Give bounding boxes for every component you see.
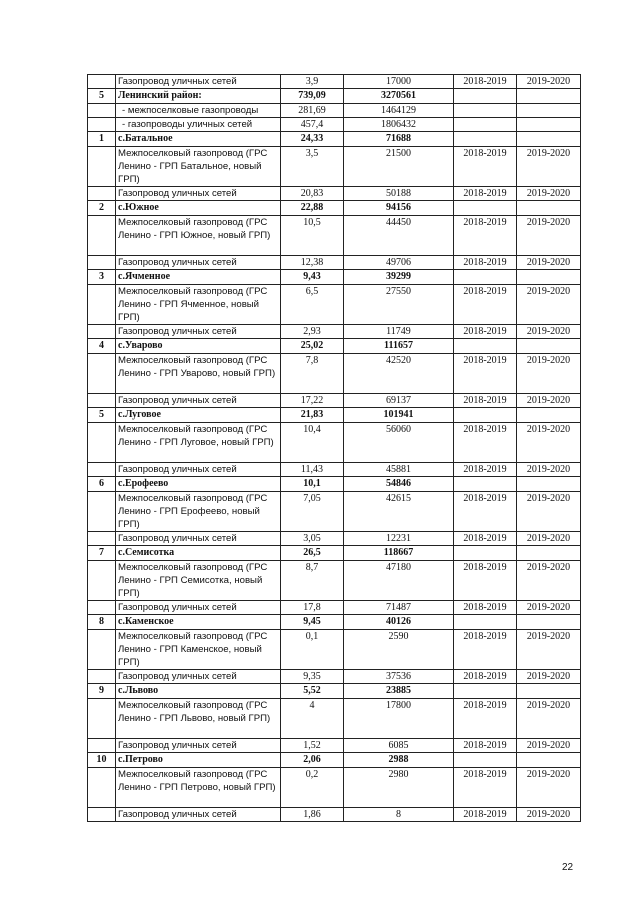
row-start-period: 2018-2019 xyxy=(454,354,517,394)
row-end-period xyxy=(517,104,581,118)
row-start-period: 2018-2019 xyxy=(454,561,517,601)
row-end-period: 2019-2020 xyxy=(517,423,581,463)
row-number xyxy=(88,601,116,615)
row-start-period: 2018-2019 xyxy=(454,670,517,684)
row-start-period xyxy=(454,477,517,492)
table-row xyxy=(88,147,581,187)
row-cost: 12231 xyxy=(344,532,454,546)
row-number: 8 xyxy=(88,615,116,630)
table-row xyxy=(88,477,581,492)
row-cost: 56060 xyxy=(344,423,454,463)
row-name: Газопровод уличных сетей xyxy=(116,532,281,546)
row-cost: 39299 xyxy=(344,270,454,285)
row-length: 2,06 xyxy=(281,753,344,768)
row-start-period: 2018-2019 xyxy=(454,532,517,546)
row-number xyxy=(88,104,116,118)
row-start-period: 2018-2019 xyxy=(454,808,517,822)
row-name: Газопровод уличных сетей xyxy=(116,187,281,201)
row-number: 1 xyxy=(88,132,116,147)
row-length: 17,22 xyxy=(281,394,344,408)
row-cost: 2980 xyxy=(344,768,454,808)
row-number xyxy=(88,423,116,463)
row-name: с.Уварово xyxy=(116,339,281,354)
row-end-period: 2019-2020 xyxy=(517,325,581,339)
row-number xyxy=(88,463,116,477)
row-name: Межпоселковый газопровод (ГРС Ленино - ГРП Ячменное, новый ГРП) xyxy=(116,285,281,325)
table-row xyxy=(88,354,581,394)
row-end-period xyxy=(517,201,581,216)
row-cost: 8 xyxy=(344,808,454,822)
row-number: 5 xyxy=(88,408,116,423)
row-start-period: 2018-2019 xyxy=(454,463,517,477)
row-start-period: 2018-2019 xyxy=(454,601,517,615)
table-row xyxy=(88,753,581,768)
row-number xyxy=(88,75,116,89)
row-length: 0,1 xyxy=(281,630,344,670)
row-start-period xyxy=(454,753,517,768)
row-number xyxy=(88,394,116,408)
table-row xyxy=(88,768,581,808)
row-name: Межпоселковый газопровод (ГРС Ленино - ГРП Южное, новый ГРП) xyxy=(116,216,281,256)
row-start-period: 2018-2019 xyxy=(454,630,517,670)
row-end-period: 2019-2020 xyxy=(517,670,581,684)
row-name: - газопроводы уличных сетей xyxy=(116,118,281,132)
table-row xyxy=(88,201,581,216)
row-length: 3,9 xyxy=(281,75,344,89)
table-row xyxy=(88,325,581,339)
table-row xyxy=(88,408,581,423)
row-number xyxy=(88,670,116,684)
row-end-period xyxy=(517,753,581,768)
table-row xyxy=(88,132,581,147)
table-row xyxy=(88,394,581,408)
row-length: 9,35 xyxy=(281,670,344,684)
row-end-period: 2019-2020 xyxy=(517,561,581,601)
table-row xyxy=(88,187,581,201)
row-cost: 1806432 xyxy=(344,118,454,132)
row-start-period xyxy=(454,89,517,104)
row-cost: 101941 xyxy=(344,408,454,423)
row-length: 6,5 xyxy=(281,285,344,325)
row-length: 1,52 xyxy=(281,739,344,753)
table-row xyxy=(88,463,581,477)
page-number: 22 xyxy=(562,862,574,873)
row-name: Межпоселковый газопровод (ГРС Ленино - ГРП Ерофеево, новый ГРП) xyxy=(116,492,281,532)
row-length: 5,52 xyxy=(281,684,344,699)
row-end-period xyxy=(517,408,581,423)
row-cost: 23885 xyxy=(344,684,454,699)
row-length: 3,5 xyxy=(281,147,344,187)
row-end-period: 2019-2020 xyxy=(517,532,581,546)
row-end-period: 2019-2020 xyxy=(517,216,581,256)
row-end-period xyxy=(517,270,581,285)
row-start-period xyxy=(454,118,517,132)
row-cost: 27550 xyxy=(344,285,454,325)
row-length: 3,05 xyxy=(281,532,344,546)
row-number xyxy=(88,492,116,532)
table-row xyxy=(88,492,581,532)
row-end-period: 2019-2020 xyxy=(517,463,581,477)
row-length: 17,8 xyxy=(281,601,344,615)
row-length: 10,1 xyxy=(281,477,344,492)
row-cost: 1464129 xyxy=(344,104,454,118)
row-length: 21,83 xyxy=(281,408,344,423)
gas-pipeline-table xyxy=(87,74,581,822)
row-number xyxy=(88,699,116,739)
row-number xyxy=(88,325,116,339)
row-name: Межпоселковый газопровод (ГРС Ленино - ГРП Луговое, новый ГРП) xyxy=(116,423,281,463)
row-cost: 47180 xyxy=(344,561,454,601)
row-name: Межпоселковый газопровод (ГРС Ленино - ГРП Каменское, новый ГРП) xyxy=(116,630,281,670)
table-row xyxy=(88,339,581,354)
row-cost: 45881 xyxy=(344,463,454,477)
row-number xyxy=(88,147,116,187)
row-name: Газопровод уличных сетей xyxy=(116,670,281,684)
table-row xyxy=(88,739,581,753)
table-row xyxy=(88,601,581,615)
table-row xyxy=(88,561,581,601)
row-length: 9,45 xyxy=(281,615,344,630)
table-row xyxy=(88,532,581,546)
row-cost: 17000 xyxy=(344,75,454,89)
row-name: с.Южное xyxy=(116,201,281,216)
table-row xyxy=(88,256,581,270)
row-number: 2 xyxy=(88,201,116,216)
row-start-period xyxy=(454,132,517,147)
row-name: Межпоселковый газопровод (ГРС Ленино - ГРП Батальное, новый ГРП) xyxy=(116,147,281,187)
row-number: 9 xyxy=(88,684,116,699)
row-name: Газопровод уличных сетей xyxy=(116,463,281,477)
row-name: Газопровод уличных сетей xyxy=(116,256,281,270)
row-end-period xyxy=(517,477,581,492)
row-length: 26,5 xyxy=(281,546,344,561)
table-row xyxy=(88,630,581,670)
row-length: 20,83 xyxy=(281,187,344,201)
row-length: 2,93 xyxy=(281,325,344,339)
row-name: Газопровод уличных сетей xyxy=(116,325,281,339)
row-start-period xyxy=(454,104,517,118)
row-name: - межпоселковые газопроводы xyxy=(116,104,281,118)
table-row xyxy=(88,808,581,822)
row-number xyxy=(88,118,116,132)
row-number: 3 xyxy=(88,270,116,285)
row-cost: 54846 xyxy=(344,477,454,492)
row-name: Газопровод уличных сетей xyxy=(116,739,281,753)
table-row xyxy=(88,684,581,699)
row-cost: 3270561 xyxy=(344,89,454,104)
row-cost: 2988 xyxy=(344,753,454,768)
row-number xyxy=(88,808,116,822)
row-number xyxy=(88,532,116,546)
row-end-period xyxy=(517,89,581,104)
row-name: Межпоселковый газопровод (ГРС Ленино - ГРП Семисотка, новый ГРП) xyxy=(116,561,281,601)
row-number: 6 xyxy=(88,477,116,492)
row-end-period: 2019-2020 xyxy=(517,285,581,325)
table-row xyxy=(88,89,581,104)
row-length: 22,88 xyxy=(281,201,344,216)
row-length: 1,86 xyxy=(281,808,344,822)
table-row xyxy=(88,270,581,285)
row-cost: 40126 xyxy=(344,615,454,630)
table-row xyxy=(88,546,581,561)
table-row xyxy=(88,75,581,89)
row-end-period: 2019-2020 xyxy=(517,739,581,753)
row-start-period: 2018-2019 xyxy=(454,423,517,463)
document-sheet xyxy=(87,74,581,822)
row-length: 10,5 xyxy=(281,216,344,256)
row-end-period: 2019-2020 xyxy=(517,630,581,670)
row-number xyxy=(88,768,116,808)
row-cost: 50188 xyxy=(344,187,454,201)
row-cost: 49706 xyxy=(344,256,454,270)
row-length: 7,05 xyxy=(281,492,344,532)
row-name: с.Львово xyxy=(116,684,281,699)
row-end-period: 2019-2020 xyxy=(517,256,581,270)
row-end-period: 2019-2020 xyxy=(517,768,581,808)
row-start-period: 2018-2019 xyxy=(454,699,517,739)
row-start-period: 2018-2019 xyxy=(454,325,517,339)
table-row xyxy=(88,670,581,684)
row-length: 24,33 xyxy=(281,132,344,147)
row-end-period: 2019-2020 xyxy=(517,187,581,201)
row-start-period: 2018-2019 xyxy=(454,394,517,408)
row-number xyxy=(88,561,116,601)
row-end-period: 2019-2020 xyxy=(517,354,581,394)
row-name: Ленинский район: xyxy=(116,89,281,104)
row-end-period xyxy=(517,615,581,630)
row-end-period xyxy=(517,546,581,561)
row-length: 739,09 xyxy=(281,89,344,104)
row-length: 8,7 xyxy=(281,561,344,601)
row-cost: 11749 xyxy=(344,325,454,339)
row-number: 5 xyxy=(88,89,116,104)
row-name: Газопровод уличных сетей xyxy=(116,601,281,615)
row-start-period: 2018-2019 xyxy=(454,216,517,256)
row-start-period: 2018-2019 xyxy=(454,187,517,201)
row-start-period xyxy=(454,408,517,423)
row-length: 11,43 xyxy=(281,463,344,477)
row-cost: 71688 xyxy=(344,132,454,147)
row-cost: 2590 xyxy=(344,630,454,670)
row-name: с.Семисотка xyxy=(116,546,281,561)
row-start-period xyxy=(454,201,517,216)
row-end-period xyxy=(517,684,581,699)
row-end-period: 2019-2020 xyxy=(517,394,581,408)
row-cost: 118667 xyxy=(344,546,454,561)
row-name: Газопровод уличных сетей xyxy=(116,75,281,89)
row-start-period: 2018-2019 xyxy=(454,492,517,532)
row-cost: 21500 xyxy=(344,147,454,187)
row-end-period: 2019-2020 xyxy=(517,601,581,615)
row-start-period xyxy=(454,615,517,630)
row-cost: 71487 xyxy=(344,601,454,615)
row-name: с.Батальное xyxy=(116,132,281,147)
row-length: 4 xyxy=(281,699,344,739)
row-cost: 42615 xyxy=(344,492,454,532)
row-name: с.Каменское xyxy=(116,615,281,630)
row-end-period: 2019-2020 xyxy=(517,808,581,822)
table-row xyxy=(88,285,581,325)
row-length: 25,02 xyxy=(281,339,344,354)
row-length: 281,69 xyxy=(281,104,344,118)
row-start-period xyxy=(454,270,517,285)
row-cost: 6085 xyxy=(344,739,454,753)
row-name: Межпоселковый газопровод (ГРС Ленино - ГРП Уварово, новый ГРП) xyxy=(116,354,281,394)
row-number xyxy=(88,256,116,270)
row-name: Газопровод уличных сетей xyxy=(116,394,281,408)
row-length: 10,4 xyxy=(281,423,344,463)
row-number xyxy=(88,216,116,256)
row-number xyxy=(88,285,116,325)
row-number xyxy=(88,739,116,753)
row-number xyxy=(88,187,116,201)
row-name: с.Луговое xyxy=(116,408,281,423)
row-cost: 44450 xyxy=(344,216,454,256)
row-cost: 94156 xyxy=(344,201,454,216)
table-body xyxy=(88,75,581,822)
row-length: 9,43 xyxy=(281,270,344,285)
row-cost: 42520 xyxy=(344,354,454,394)
row-length: 7,8 xyxy=(281,354,344,394)
row-start-period xyxy=(454,339,517,354)
row-name: Газопровод уличных сетей xyxy=(116,808,281,822)
row-name: с.Петрово xyxy=(116,753,281,768)
row-start-period: 2018-2019 xyxy=(454,256,517,270)
row-cost: 69137 xyxy=(344,394,454,408)
row-name: Межпоселковый газопровод (ГРС Ленино - ГРП Львово, новый ГРП) xyxy=(116,699,281,739)
row-length: 12,38 xyxy=(281,256,344,270)
row-number xyxy=(88,354,116,394)
row-number: 7 xyxy=(88,546,116,561)
row-end-period: 2019-2020 xyxy=(517,147,581,187)
row-start-period: 2018-2019 xyxy=(454,147,517,187)
row-end-period: 2019-2020 xyxy=(517,492,581,532)
row-name: с.Ерофеево xyxy=(116,477,281,492)
table-row xyxy=(88,699,581,739)
row-end-period: 2019-2020 xyxy=(517,75,581,89)
row-number: 10 xyxy=(88,753,116,768)
row-start-period xyxy=(454,684,517,699)
row-cost: 17800 xyxy=(344,699,454,739)
row-start-period: 2018-2019 xyxy=(454,739,517,753)
row-start-period: 2018-2019 xyxy=(454,285,517,325)
row-end-period xyxy=(517,132,581,147)
table-row xyxy=(88,104,581,118)
row-number xyxy=(88,630,116,670)
table-row xyxy=(88,216,581,256)
row-end-period xyxy=(517,339,581,354)
row-name: Межпоселковый газопровод (ГРС Ленино - ГРП Петрово, новый ГРП) xyxy=(116,768,281,808)
table-row xyxy=(88,118,581,132)
row-cost: 111657 xyxy=(344,339,454,354)
table-row xyxy=(88,423,581,463)
row-number: 4 xyxy=(88,339,116,354)
row-cost: 37536 xyxy=(344,670,454,684)
row-start-period xyxy=(454,546,517,561)
row-start-period: 2018-2019 xyxy=(454,75,517,89)
row-length: 0,2 xyxy=(281,768,344,808)
row-end-period xyxy=(517,118,581,132)
row-end-period: 2019-2020 xyxy=(517,699,581,739)
row-name: с.Ячменное xyxy=(116,270,281,285)
table-row xyxy=(88,615,581,630)
row-length: 457,4 xyxy=(281,118,344,132)
row-start-period: 2018-2019 xyxy=(454,768,517,808)
